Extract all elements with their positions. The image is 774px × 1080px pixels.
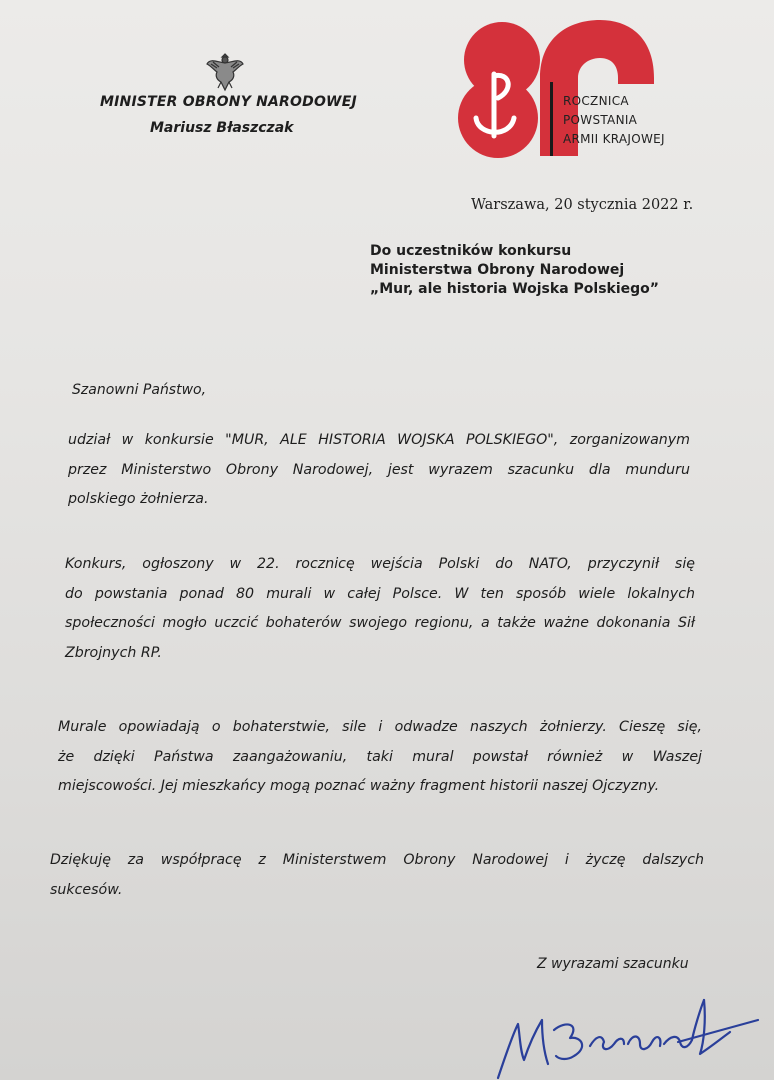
paragraph-line: społeczności mogło uczcić bohaterów swojego regionu, a także ważne dokonania Sił bbox=[65, 615, 695, 631]
recipient-block bbox=[370, 242, 659, 299]
logo-text bbox=[563, 92, 665, 149]
paragraph-line: miejscowości. Jej mieszkańcy mogą poznać ważny fragment historii naszej Ojczyzny. bbox=[58, 778, 660, 794]
paragraph-line: że dzięki Państwa zaangażowaniu, taki mural powstał również w Waszej bbox=[58, 748, 702, 765]
paragraph-line: Konkurs, ogłoszony w 22. rocznicę wejścia Polski do NATO, przyczynił się bbox=[65, 556, 695, 572]
paragraph-4 bbox=[50, 846, 704, 905]
paragraph-1 bbox=[68, 426, 690, 515]
paragraph-line: sukcesów. bbox=[50, 881, 123, 898]
minister-name: Mariusz Błaszczak bbox=[150, 120, 294, 136]
recipient-line: Do uczestników konkursu bbox=[370, 243, 572, 259]
closing-phrase: Z wyrazami szacunku bbox=[537, 956, 689, 972]
paragraph-line: Murale opowiadają o bohaterstwie, sile i odwadze naszych żołnierzy. Cieszę się, bbox=[58, 719, 702, 735]
paragraph-line: polskiego żołnierza. bbox=[68, 491, 209, 507]
recipient-line: „Mur, ale historia Wojska Polskiego” bbox=[370, 281, 659, 297]
paragraph-2 bbox=[65, 550, 695, 668]
paragraph-line: Dziękuję za współpracę z Ministerstwem Obrony Narodowej i życzę dalszych bbox=[50, 852, 704, 868]
logo-line: ARMII KRAJOWEJ bbox=[563, 132, 665, 146]
paragraph-line: udział w konkursie "MUR, ALE HISTORIA WOJSKA POLSKIEGO", zorganizowanym bbox=[68, 432, 690, 448]
place-date: Warszawa, 20 stycznia 2022 r. bbox=[471, 197, 694, 213]
logo-line: ROCZNICA bbox=[563, 94, 629, 108]
paragraph-line: przez Ministerstwo Obrony Narodowej, jest wyrazem szacunku dla munduru bbox=[68, 461, 690, 478]
polish-eagle-emblem-icon bbox=[205, 50, 245, 94]
recipient-line: Ministerstwa Obrony Narodowej bbox=[370, 262, 625, 278]
paragraph-line: Zbrojnych RP. bbox=[65, 644, 162, 661]
minister-title: MINISTER OBRONY NARODOWEJ bbox=[100, 94, 357, 110]
handwritten-signature bbox=[490, 990, 774, 1080]
salutation: Szanowni Państwo, bbox=[72, 382, 207, 398]
paragraph-3 bbox=[58, 713, 702, 802]
paragraph-line: do powstania ponad 80 murali w całej Polsce. W ten sposób wiele lokalnych bbox=[65, 585, 695, 602]
logo-line: POWSTANIA bbox=[563, 113, 638, 127]
